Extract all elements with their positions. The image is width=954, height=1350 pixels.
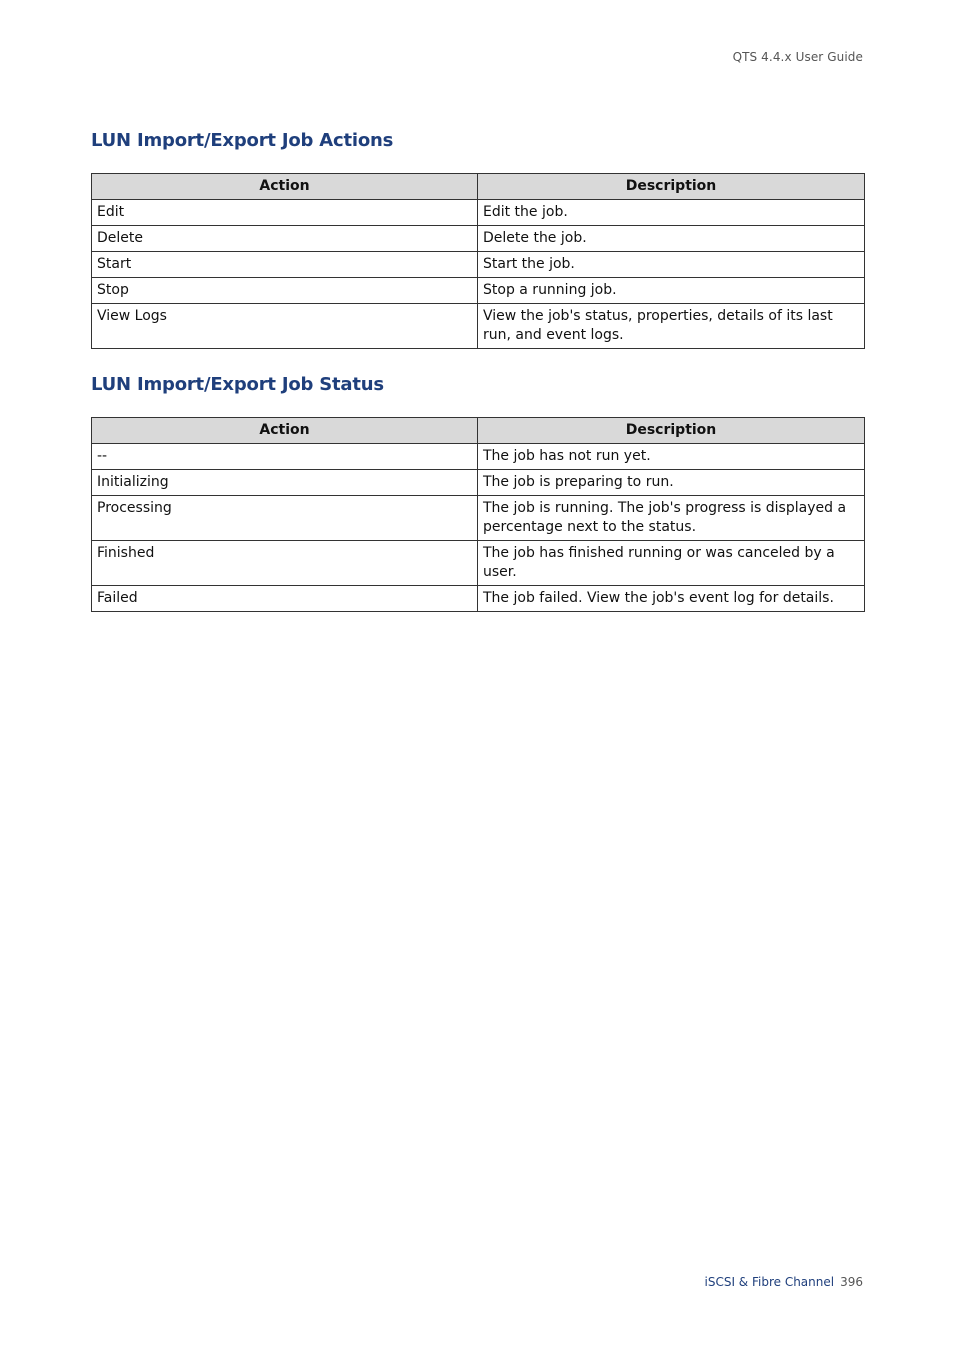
column-header-description: Description [478,418,865,444]
description-cell: The job failed. View the job's event log for details. [478,586,865,612]
status-cell: Initializing [92,470,478,496]
description-cell: The job is preparing to run. [478,470,865,496]
description-cell: View the job's status, properties, details of its last run, and event logs. [478,304,865,349]
action-cell: View Logs [92,304,478,349]
status-cell: Failed [92,586,478,612]
description-cell: Stop a running job. [478,278,865,304]
status-section-title: LUN Import/Export Job Status [91,374,384,395]
actions-table [91,173,865,349]
guide-title: QTS 4.4.x User Guide [732,50,863,64]
table-header-row [92,418,865,444]
status-cell: -- [92,444,478,470]
description-cell: Edit the job. [478,200,865,226]
actions-section-title: LUN Import/Export Job Actions [91,130,394,151]
page-footer [705,1275,864,1289]
chapter-title: iSCSI & Fibre Channel [704,1275,835,1289]
table-row [92,444,865,470]
column-header-description: Description [478,174,865,200]
action-cell: Edit [92,200,478,226]
table-row [92,252,865,278]
table-row [92,304,865,349]
description-cell: The job has finished running or was canceled by a user. [478,541,865,586]
description-cell: Start the job. [478,252,865,278]
table-row [92,278,865,304]
table-row [92,586,865,612]
action-cell: Stop [92,278,478,304]
page-number: 396 [840,1275,863,1289]
column-header-action: Action [92,418,478,444]
table-row [92,496,865,541]
status-cell: Processing [92,496,478,541]
status-cell: Finished [92,541,478,586]
description-cell: The job is running. The job's progress is displayed a percentage next to the status. [478,496,865,541]
table-row [92,226,865,252]
action-cell: Delete [92,226,478,252]
table-row [92,200,865,226]
table-row [92,541,865,586]
status-table [91,417,865,612]
column-header-action: Action [92,174,478,200]
table-header-row [92,174,865,200]
action-cell: Start [92,252,478,278]
table-row [92,470,865,496]
description-cell: The job has not run yet. [478,444,865,470]
description-cell: Delete the job. [478,226,865,252]
